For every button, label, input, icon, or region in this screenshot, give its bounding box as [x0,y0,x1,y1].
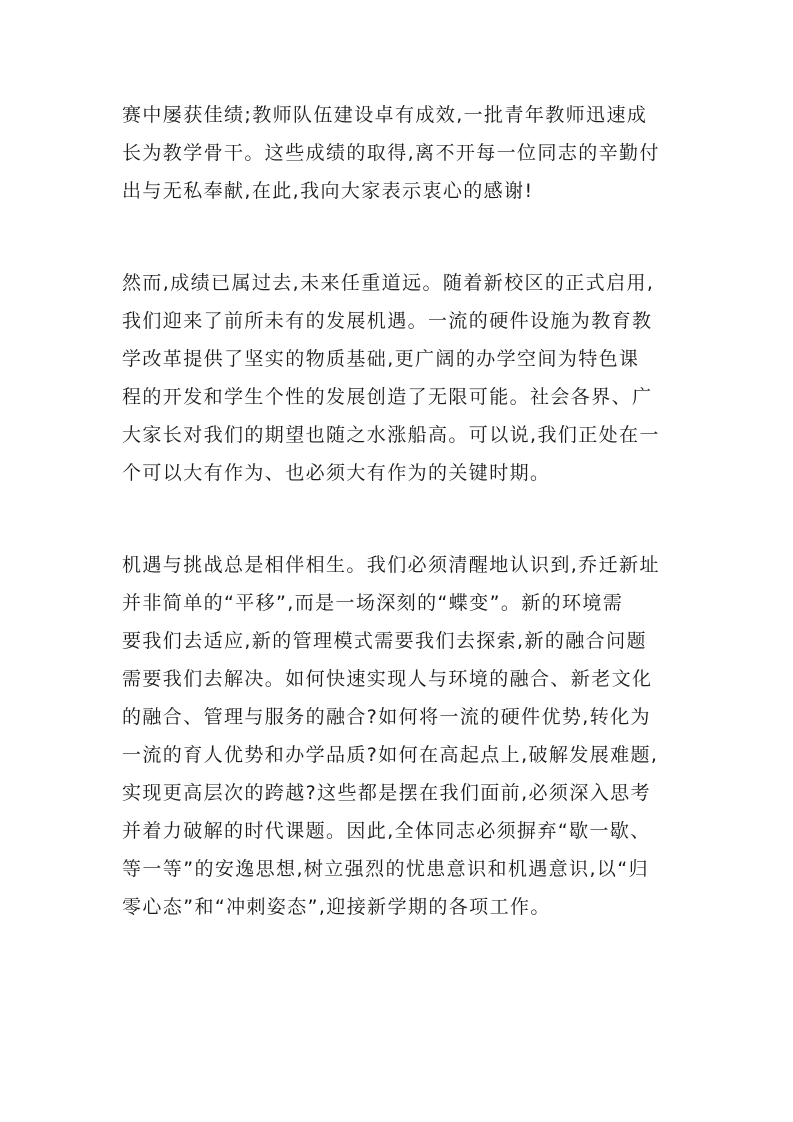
text-line: 并着力破解的时代课题。因此,全体同志必须摒弃“歇一歇、 [122,820,651,842]
document-body [122,96,678,980]
text-line: 一流的育人优势和办学品质?如何在高起点上,破解发展难题, [122,744,659,766]
text-line: 等一等”的安逸思想,树立强烈的忧患意识和机遇意识,以“归 [122,858,649,880]
text-line: 需要我们去解决。如何快速实现人与环境的融合、新老文化 [122,668,653,690]
text-line: 大家长对我们的期望也随之水涨船高。可以说,我们正处在一 [122,424,660,446]
text-line: 程的开发和学生个性的发展创造了无限可能。社会各界、广 [122,386,653,408]
text-line: 然而,成绩已属过去,未来任重道远。随着新校区的正式启用, [122,272,655,294]
text-line: 学改革提供了坚实的物质基础,更广阔的办学空间为特色课 [122,348,640,370]
text-line: 个可以大有作为、也必须大有作为的关键时期。 [122,462,551,484]
text-line: 赛中屡获佳绩;教师队伍建设卓有成效,一批青年教师迅速成 [122,104,648,126]
text-line: 零心态”和“冲刺姿态”,迎接新学期的各项工作。 [122,896,551,918]
text-line: 长为教学骨干。这些成绩的取得,离不开每一位同志的辛勤付 [122,142,660,164]
text-line: 我们迎来了前所未有的发展机遇。一流的硬件设施为教育教 [122,310,653,332]
text-line: 出与无私奉献,在此,我向大家表示衷心的感谢! [122,180,534,202]
paragraph-2 [122,264,678,492]
paragraph-1 [122,96,678,210]
text-line: 要我们去适应,新的管理模式需要我们去探索,新的融合问题 [122,630,647,652]
text-line: 机遇与挑战总是相伴相生。我们必须清醒地认识到,乔迁新址 [122,554,660,576]
paragraph-3 [122,546,678,926]
text-line: 并非简单的“平移”,而是一场深刻的“蝶变”。新的环境需 [122,592,624,614]
text-line: 实现更高层次的跨越?这些都是摆在我们面前,必须深入思考 [122,782,651,804]
text-line: 的融合、管理与服务的融合?如何将一流的硬件优势,转化为 [122,706,651,728]
